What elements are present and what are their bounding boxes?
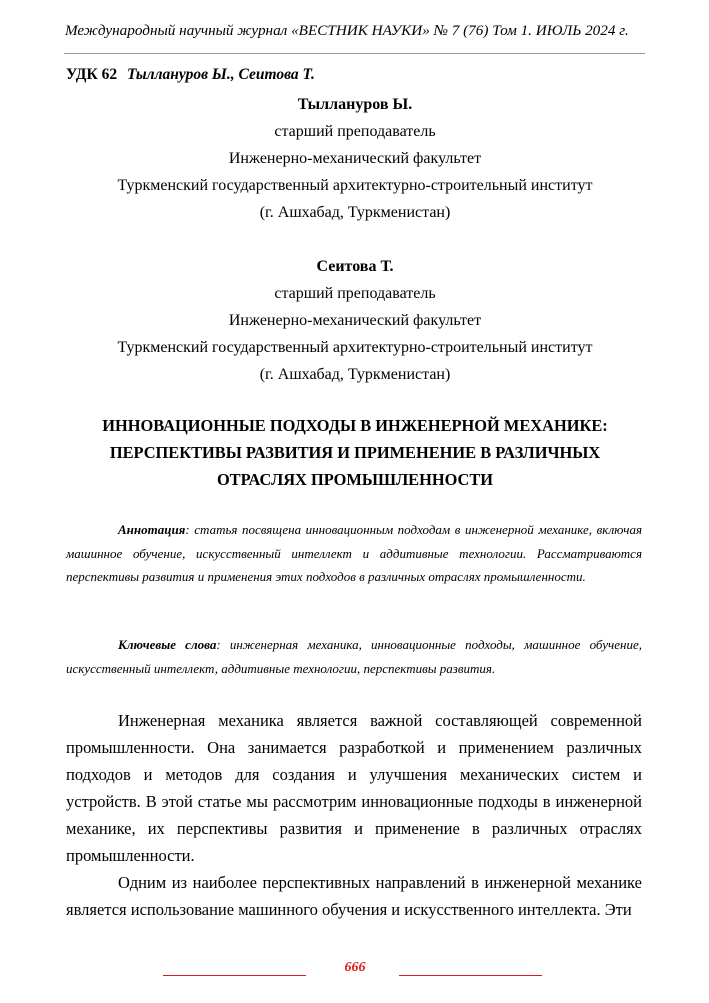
author-location: (г. Ашхабад, Туркменистан) [259,204,451,221]
author-position: старший преподаватель [274,285,436,302]
author-faculty: Инженерно-механический факультет [228,150,482,167]
abstract-text: : статья посвящена инновационным подходам в инженерной механике, включая машинное обучение, искусственный интеллект и аддитивные технологии. Рассматриваются перспективы развития и применения этих подходов в различных отраслях промышленности. [66,522,642,585]
body-paragraph: Инженерная механика является важной составляющей современной промышленности. Она занимается разработкой и применением различных подходов и методов для создания и улучшения механических систем и устройств. В этой статье мы рассмотрим инновационные подходы в инженерной механике, их перспективы развития и применение в различных отраслях промышленности. [66,711,642,865]
journal-header: Международный научный журнал «ВЕСТНИК НАУКИ» № 7 (76) Том 1. ИЮЛЬ 2024 г. [65,22,629,39]
keywords [66,633,642,680]
keywords-text: : инженерная механика, инновационные подходы, машинное обучение, искусственный интеллект, аддитивные технологии, перспективы развития. [66,637,642,676]
author-position: старший преподаватель [274,123,436,140]
author-block [60,91,650,226]
footer-rule-left [163,975,306,976]
article-body [66,707,642,923]
author-institution: Туркменский государственный архитектурно-строительный институт [117,177,593,194]
udk-code: УДК 62 [66,66,118,83]
footer-rule-right [399,975,542,976]
abstract [66,518,642,589]
article-title [60,412,650,493]
page-footer [0,955,709,985]
author-name: Сеитова Т. [316,258,394,275]
keywords-label: Ключевые слова [118,637,217,652]
author-name: Тыллануров Ы. [297,96,413,113]
author-location: (г. Ашхабад, Туркменистан) [259,366,451,383]
title-line: ОТРАСЛЯХ ПРОМЫШЛЕННОСТИ [216,470,494,489]
header-divider [64,53,645,54]
abstract-label: Аннотация [118,522,186,537]
author-block [60,253,650,388]
title-line: ПЕРСПЕКТИВЫ РАЗВИТИЯ И ПРИМЕНЕНИЕ В РАЗЛИЧНЫХ [109,443,601,462]
author-institution: Туркменский государственный архитектурно-строительный институт [117,339,593,356]
title-line: ИННОВАЦИОННЫЕ ПОДХОДЫ В ИНЖЕНЕРНОЙ МЕХАНИКЕ: [102,416,608,435]
udk-authors: Тыллануров Ы., Сеитова Т. [126,66,315,83]
author-faculty: Инженерно-механический факультет [228,312,482,329]
page-number: 666 [344,960,366,975]
udk-line [66,66,315,84]
body-paragraph: Одним из наиболее перспективных направлений в инженерной механике является использование машинного обучения и искусственного интеллекта. Эти [66,873,642,919]
